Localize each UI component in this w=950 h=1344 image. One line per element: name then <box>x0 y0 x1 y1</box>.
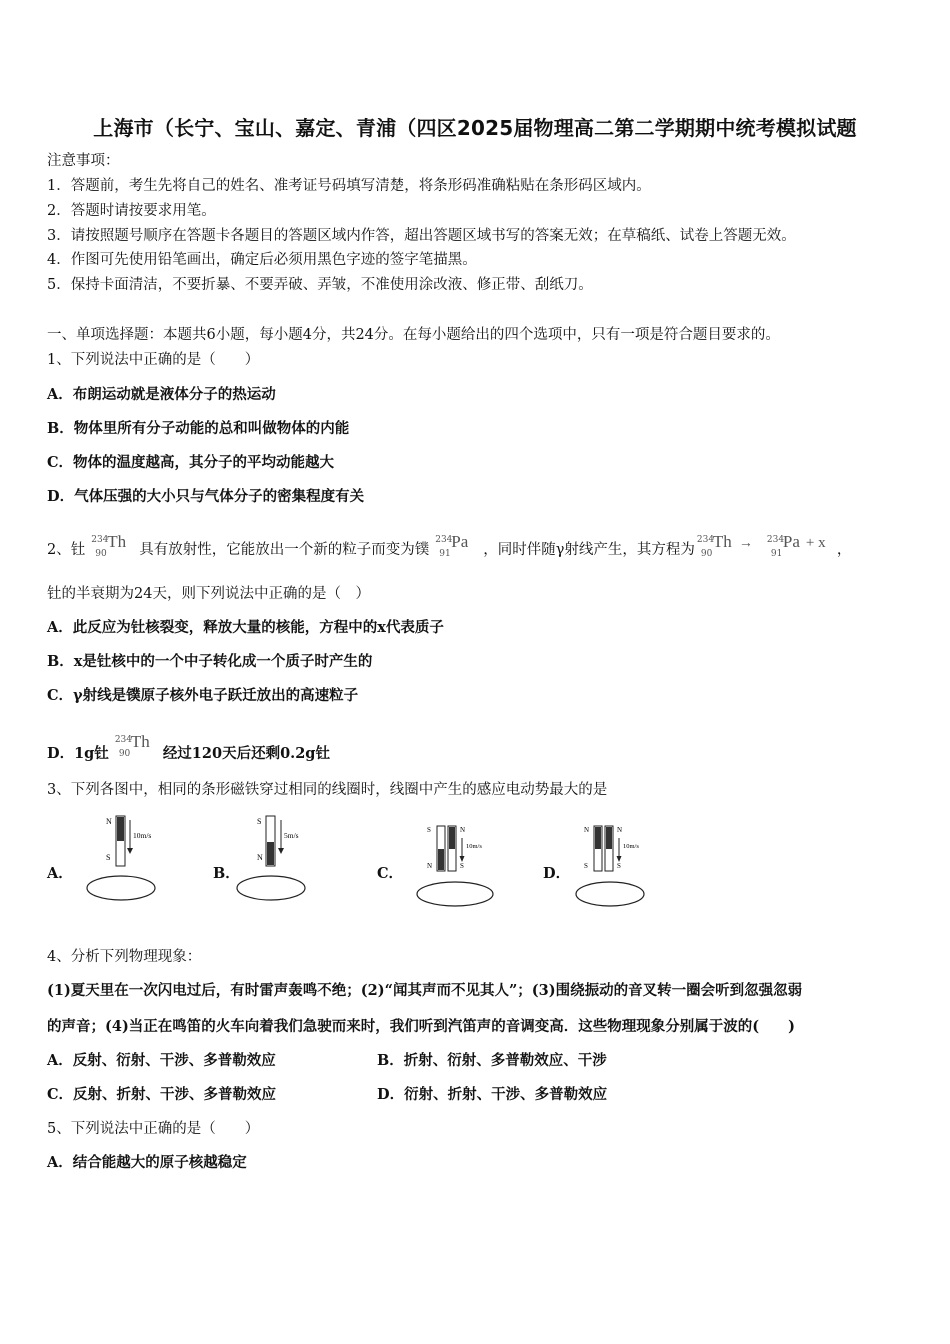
notice-item: 2．答题时请按要求用笔。 <box>47 203 216 219</box>
q2-text: ， <box>836 542 852 558</box>
q1-option-b: B．物体里所有分子动能的总和叫做物体的内能 <box>47 420 350 437</box>
q2-option-d: D．1g钍 234 90 Th 经过120天后还剩0.2g钍 <box>47 732 330 762</box>
notice-item: 4．作图可先使用铅笔画出，确定后必须用黑色字迹的签字笔描黑。 <box>47 252 477 268</box>
q3-stem: 3、下列各图中，相同的条形磁铁穿过相同的线圈时，线圈中产生的感应电动势最大的是 <box>47 782 608 798</box>
q4-option-c: C．反射、折射、干涉、多普勒效应 <box>47 1086 277 1103</box>
q4-line: (1)夏天里在一次闪电过后，有时雷声轰鸣不绝；(2)“闻其声而不见其人”；(3)围绕振动的音叉转一圈会听到忽强忽弱 <box>47 982 803 999</box>
svg-text:N: N <box>257 853 263 862</box>
coil <box>87 876 155 900</box>
notice-item: 5．保持卡面清洁，不要折暴、不要弄破、弄皱，不准使用涂改液、修正带、刮纸刀。 <box>47 277 593 293</box>
q4-option-a: A．反射、衍射、干涉、多普勒效应 <box>47 1052 276 1069</box>
q1-option-c: C．物体的温度越高，其分子的平均动能越大 <box>47 454 335 471</box>
coil <box>417 882 493 906</box>
svg-text:N: N <box>460 826 466 834</box>
svg-text:10m/s: 10m/s <box>466 843 482 850</box>
svg-text:N: N <box>427 862 433 870</box>
q4-line: 的声音；(4)当正在鸣笛的火车向着我们急驶而来时，我们听到汽笛声的音调变高．这些物理现象分别属于波的( ) <box>47 1018 796 1035</box>
figure-a-label: A． <box>47 865 73 882</box>
q4-option-d: D．衍射、折射、干涉、多普勒效应 <box>377 1086 608 1103</box>
q1-stem: 1、下列说法中正确的是（ ） <box>47 352 260 368</box>
q2-option-c: C．γ射线是镤原子核外电子跃迁放出的高速粒子 <box>47 687 359 704</box>
svg-text:S: S <box>427 826 431 834</box>
coil <box>576 882 644 906</box>
figure-b-label: B． <box>213 865 240 882</box>
figure-d-label: D． <box>543 865 571 882</box>
q2-option-b: B．x是钍核中的一个中子转化成一个质子时产生的 <box>47 653 373 670</box>
q4-option-b: B．折射、衍射、多普勒效应、干涉 <box>377 1052 607 1069</box>
q2-stem2: 钍的半衰期为24天，则下列说法中正确的是（ ） <box>47 586 370 602</box>
q2-text: ，同时伴随γ射线产生，其方程为 <box>483 542 695 558</box>
svg-text:S: S <box>584 862 588 870</box>
q4-stem: 4、分析下列物理现象： <box>47 949 202 965</box>
figure-a-magnet-coil <box>80 812 170 907</box>
notice-item: 3．请按照题号顺序在答题卡各题目的答题区域内作答，超出答题区域书写的答案无效；在草稿纸、试卷上答题无效。 <box>47 228 796 244</box>
figure-d-magnet-coil <box>573 812 673 907</box>
q5-stem: 5、下列说法中正确的是（ ） <box>47 1121 260 1137</box>
svg-text:S: S <box>460 862 464 870</box>
page-title: 上海市（长宁、宝山、嘉定、青浦（四区2025届物理高二第二学期期中统考模拟试题 <box>93 116 857 140</box>
section-heading: 一、单项选择题：本题共6小题，每小题4分，共24分。在每小题给出的四个选项中，只有一项是符合题目要求的。 <box>47 327 780 343</box>
svg-text:S: S <box>617 862 621 870</box>
coil <box>237 876 305 900</box>
q1-option-d: D．气体压强的大小只与气体分子的密集程度有关 <box>47 488 365 505</box>
magnet-north-half <box>267 842 274 865</box>
q2-stem-line <box>47 530 851 560</box>
q1-option-a: A．布朗运动就是液体分子的热运动 <box>47 386 276 403</box>
notice-item: 1．答题前，考生先将自己的姓名、准考证号码填写清楚，将条形码准确粘贴在条形码区域内。 <box>47 178 651 194</box>
thorium-isotope: 234 90 Th <box>114 732 150 759</box>
svg-text:S: S <box>106 853 111 862</box>
protactinium-isotope: 234 91 Pa <box>435 532 469 559</box>
q2-option-a: A．此反应为钍核裂变，释放大量的核能，方程中的x代表质子 <box>47 619 444 636</box>
q2-text: 具有放射性，它能放出一个新的粒子而变为镤 <box>139 542 430 558</box>
figure-b-magnet-coil <box>233 812 323 907</box>
svg-text:N: N <box>584 826 590 834</box>
figure-c-magnet-coil <box>410 812 510 907</box>
figure-c-label: C． <box>377 865 404 882</box>
svg-text:N: N <box>617 826 623 834</box>
svg-text:5m/s: 5m/s <box>284 831 299 840</box>
q2-text: 2、钍 <box>47 542 86 558</box>
notice-heading: 注意事项： <box>47 153 120 169</box>
svg-text:10m/s: 10m/s <box>133 831 152 840</box>
q5-option-a: A．结合能越大的原子核越稳定 <box>47 1154 247 1171</box>
svg-text:S: S <box>257 817 262 826</box>
magnet-north-half <box>117 817 124 841</box>
thorium-isotope: 234 90 Th <box>91 532 127 559</box>
svg-text:10m/s: 10m/s <box>623 843 639 850</box>
decay-equation: 234 90 Th → 234 91 Pa + x <box>696 532 826 559</box>
svg-text:N: N <box>106 817 112 826</box>
